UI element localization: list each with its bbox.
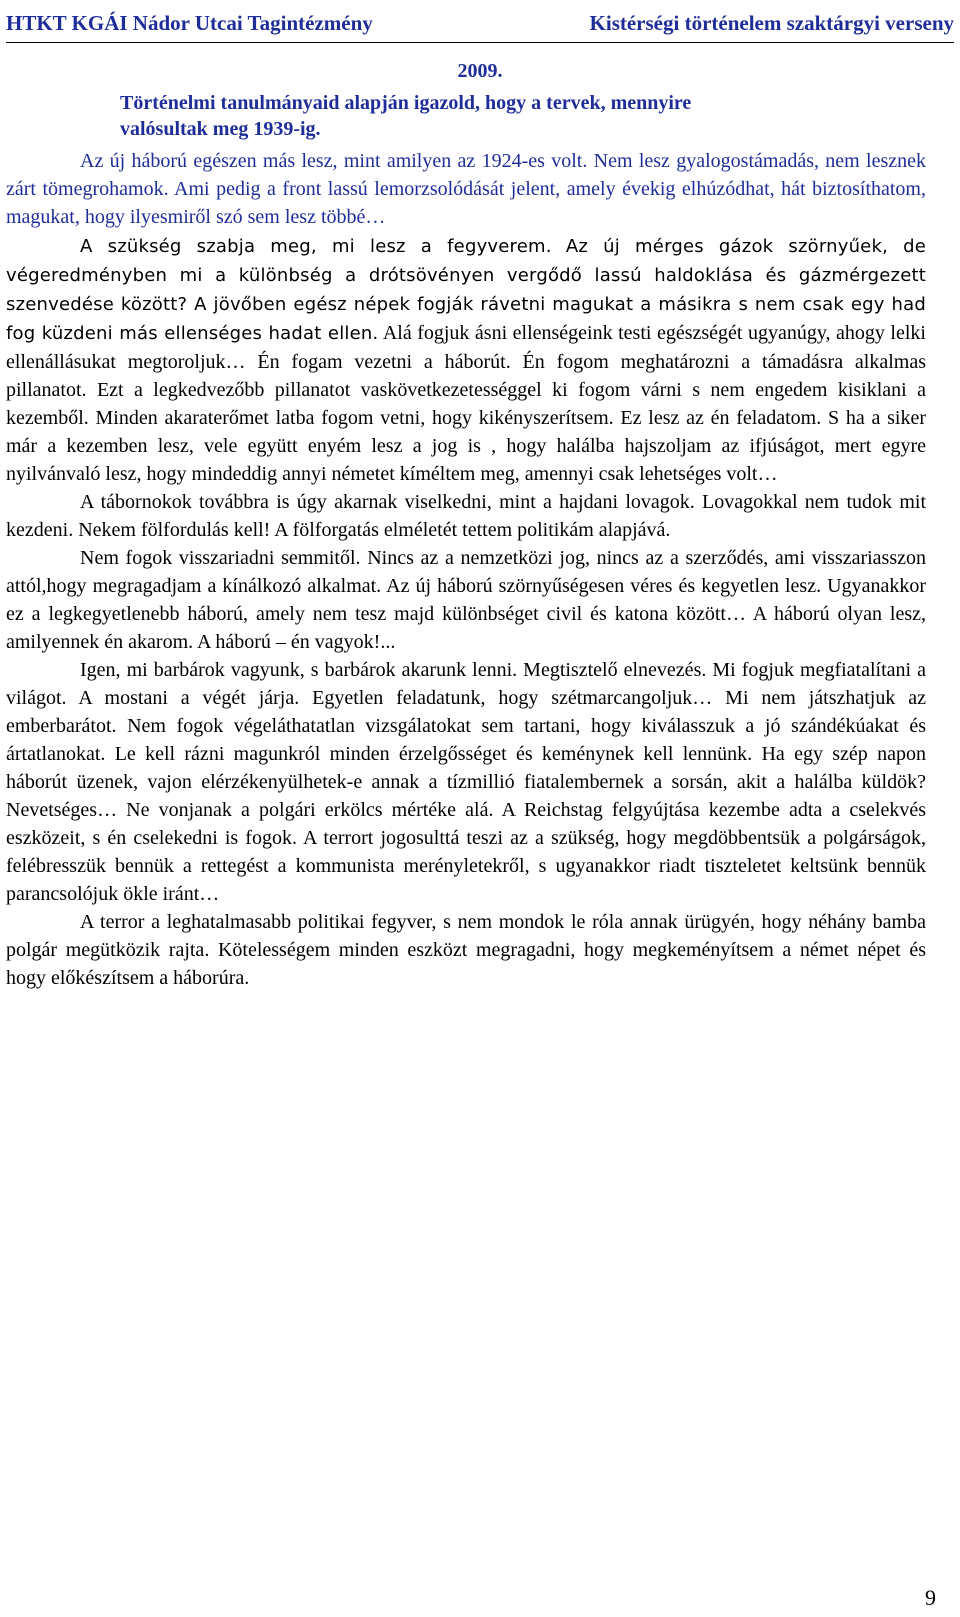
paragraph-1: [6, 232, 926, 488]
header-competition: Kistérségi történelem szaktárgyi verseny: [589, 10, 954, 35]
task-statement: [120, 90, 920, 142]
page-header: [6, 4, 954, 43]
page-number: 9: [925, 1585, 936, 1610]
year-heading: 2009.: [457, 60, 503, 82]
paragraph-3: Nem fogok visszariadni semmitől. Nincs az a nemzetközi jog, nincs az a szerződés, ami visszariasszon attól,hogy megragadjam a kínálkozó alkalmat. Az új háború szörnyűségesen véres és kegyetlen lesz. Ugyanakkor ez a legkegyetlenebb háború, amely nem tesz majd különbséget civil és katona között… A háború olyan lesz, amilyennek én akarom. A háború – én vagyok!...: [6, 547, 926, 653]
paragraph-1-start: A szükség szabja meg, mi lesz a fegyverem.: [80, 236, 552, 257]
quote-intro-line-2: Ami pedig a front lassú lemorzsolódását jelent, amely évekig elhúzódhat, hát biztosíthatom, magukat, hogy ilyesmiről szó sem lesz többé…: [6, 178, 926, 228]
paragraph-5: A terror a leghatalmasabb politikai fegyver, s nem mondok le róla annak ürügyén, hogy néhány bamba polgár megütközik rajta. Kötelességem minden eszközt megragadni, hogy megkeményítsem a német népet és hogy előkészítsem a háborúra.: [6, 911, 926, 989]
task-line-1: Történelmi tanulmányaid alapján igazold, hogy a tervek, mennyire: [120, 92, 692, 114]
header-institution: HTKT KGÁI Nádor Utcai Tagintézmény: [6, 10, 373, 35]
quote-intro-line-1: Az új háború egészen más lesz, mint amilyen az 1924-es volt. Nem lesz gyalogostámadás, nem lesznek zárt tömegrohamok.: [6, 150, 926, 200]
paragraph-4: Igen, mi barbárok vagyunk, s barbárok akarunk lenni. Megtisztelő elnevezés. Mi fogjuk megfiatalítani a világot. A mostani a végét járja. Egyetlen feladatunk, hogy szétmarcangoljuk… Mi nem játszhatjuk az emberbarátot. Nem fogok végeláthatatlan vizsgálatokat sem tartani, hogy kiválasszuk a jó szándékúakat és ártatlanokat. Le kell rázni magunkról minden érzelgősséget és keménynek kell lennünk. Ha egy szép napon háborút üzenek, vajon elérzékenyülhetek-e annak a tízmillió fiatalembernek a sorsán, akit a halálba küldök? Nevetséges… Ne vonjanak a polgári erkölcs mértéke alá. A Reichstag felgyújtása kezembe adta a cselekvés eszközeit, s én cselekedni is fogok. A terrort jogosulttá teszi az a szükség, hogy megdöbbentsük a polgárságok, felébresszük bennük a rettegést a kommunista merényletekről, s ugyanakkor riadt tiszteletet keltsünk bennük parancsolójuk ökle iránt…: [6, 659, 926, 905]
document-body: [6, 232, 926, 992]
quote-intro: [6, 147, 926, 231]
paragraph-1-rest: Az új mérges gázok szörnyűek, de végeredményben mi a különbség a drótsövényen vergődő lassú haldoklása és gázmérgezett szenvedése között? A jövőben egész népek fogják rávetni magukat a másikra s nem csak egy had fog küzdeni más ellenséges hadat ellen.: [6, 236, 927, 344]
task-line-2: valósultak meg 1939-ig.: [120, 118, 321, 140]
paragraph-2: A tábornokok továbbra is úgy akarnak viselkedni, mint a hajdani lovagok. Lovagokkal nem tudok mit kezdeni. Nekem fölfordulás kell! A fölforgatás elméletét tettem politikám alapjává.: [6, 491, 926, 541]
paragraph-1-end: Alá fogjuk ásni ellenségeink testi egészségét ugyanúgy, ahogy lelki ellenállásukat megtoroljuk… Én fogam vezetni a háborút. Én fogom meghatározni a támadásra alkalmas pillanatot. Ezt a legkedvezőbb pillanatot vaskövetkezetességgel ki fogom várni s nem engedem kisiklani a kezemből. Minden akaraterőmet latba fogom vetni, hogy kikényszerítsem. Ez lesz az én feladatom. S ha a siker már a kezemben lesz, vele együtt enyém lesz a jog is , hogy halálba hajszoljam az ifjúságot, mert egyre nyilvánvaló lesz, hogy mindeddig annyi németet kíméltem meg, amennyi csak lehetséges volt…: [6, 322, 926, 485]
